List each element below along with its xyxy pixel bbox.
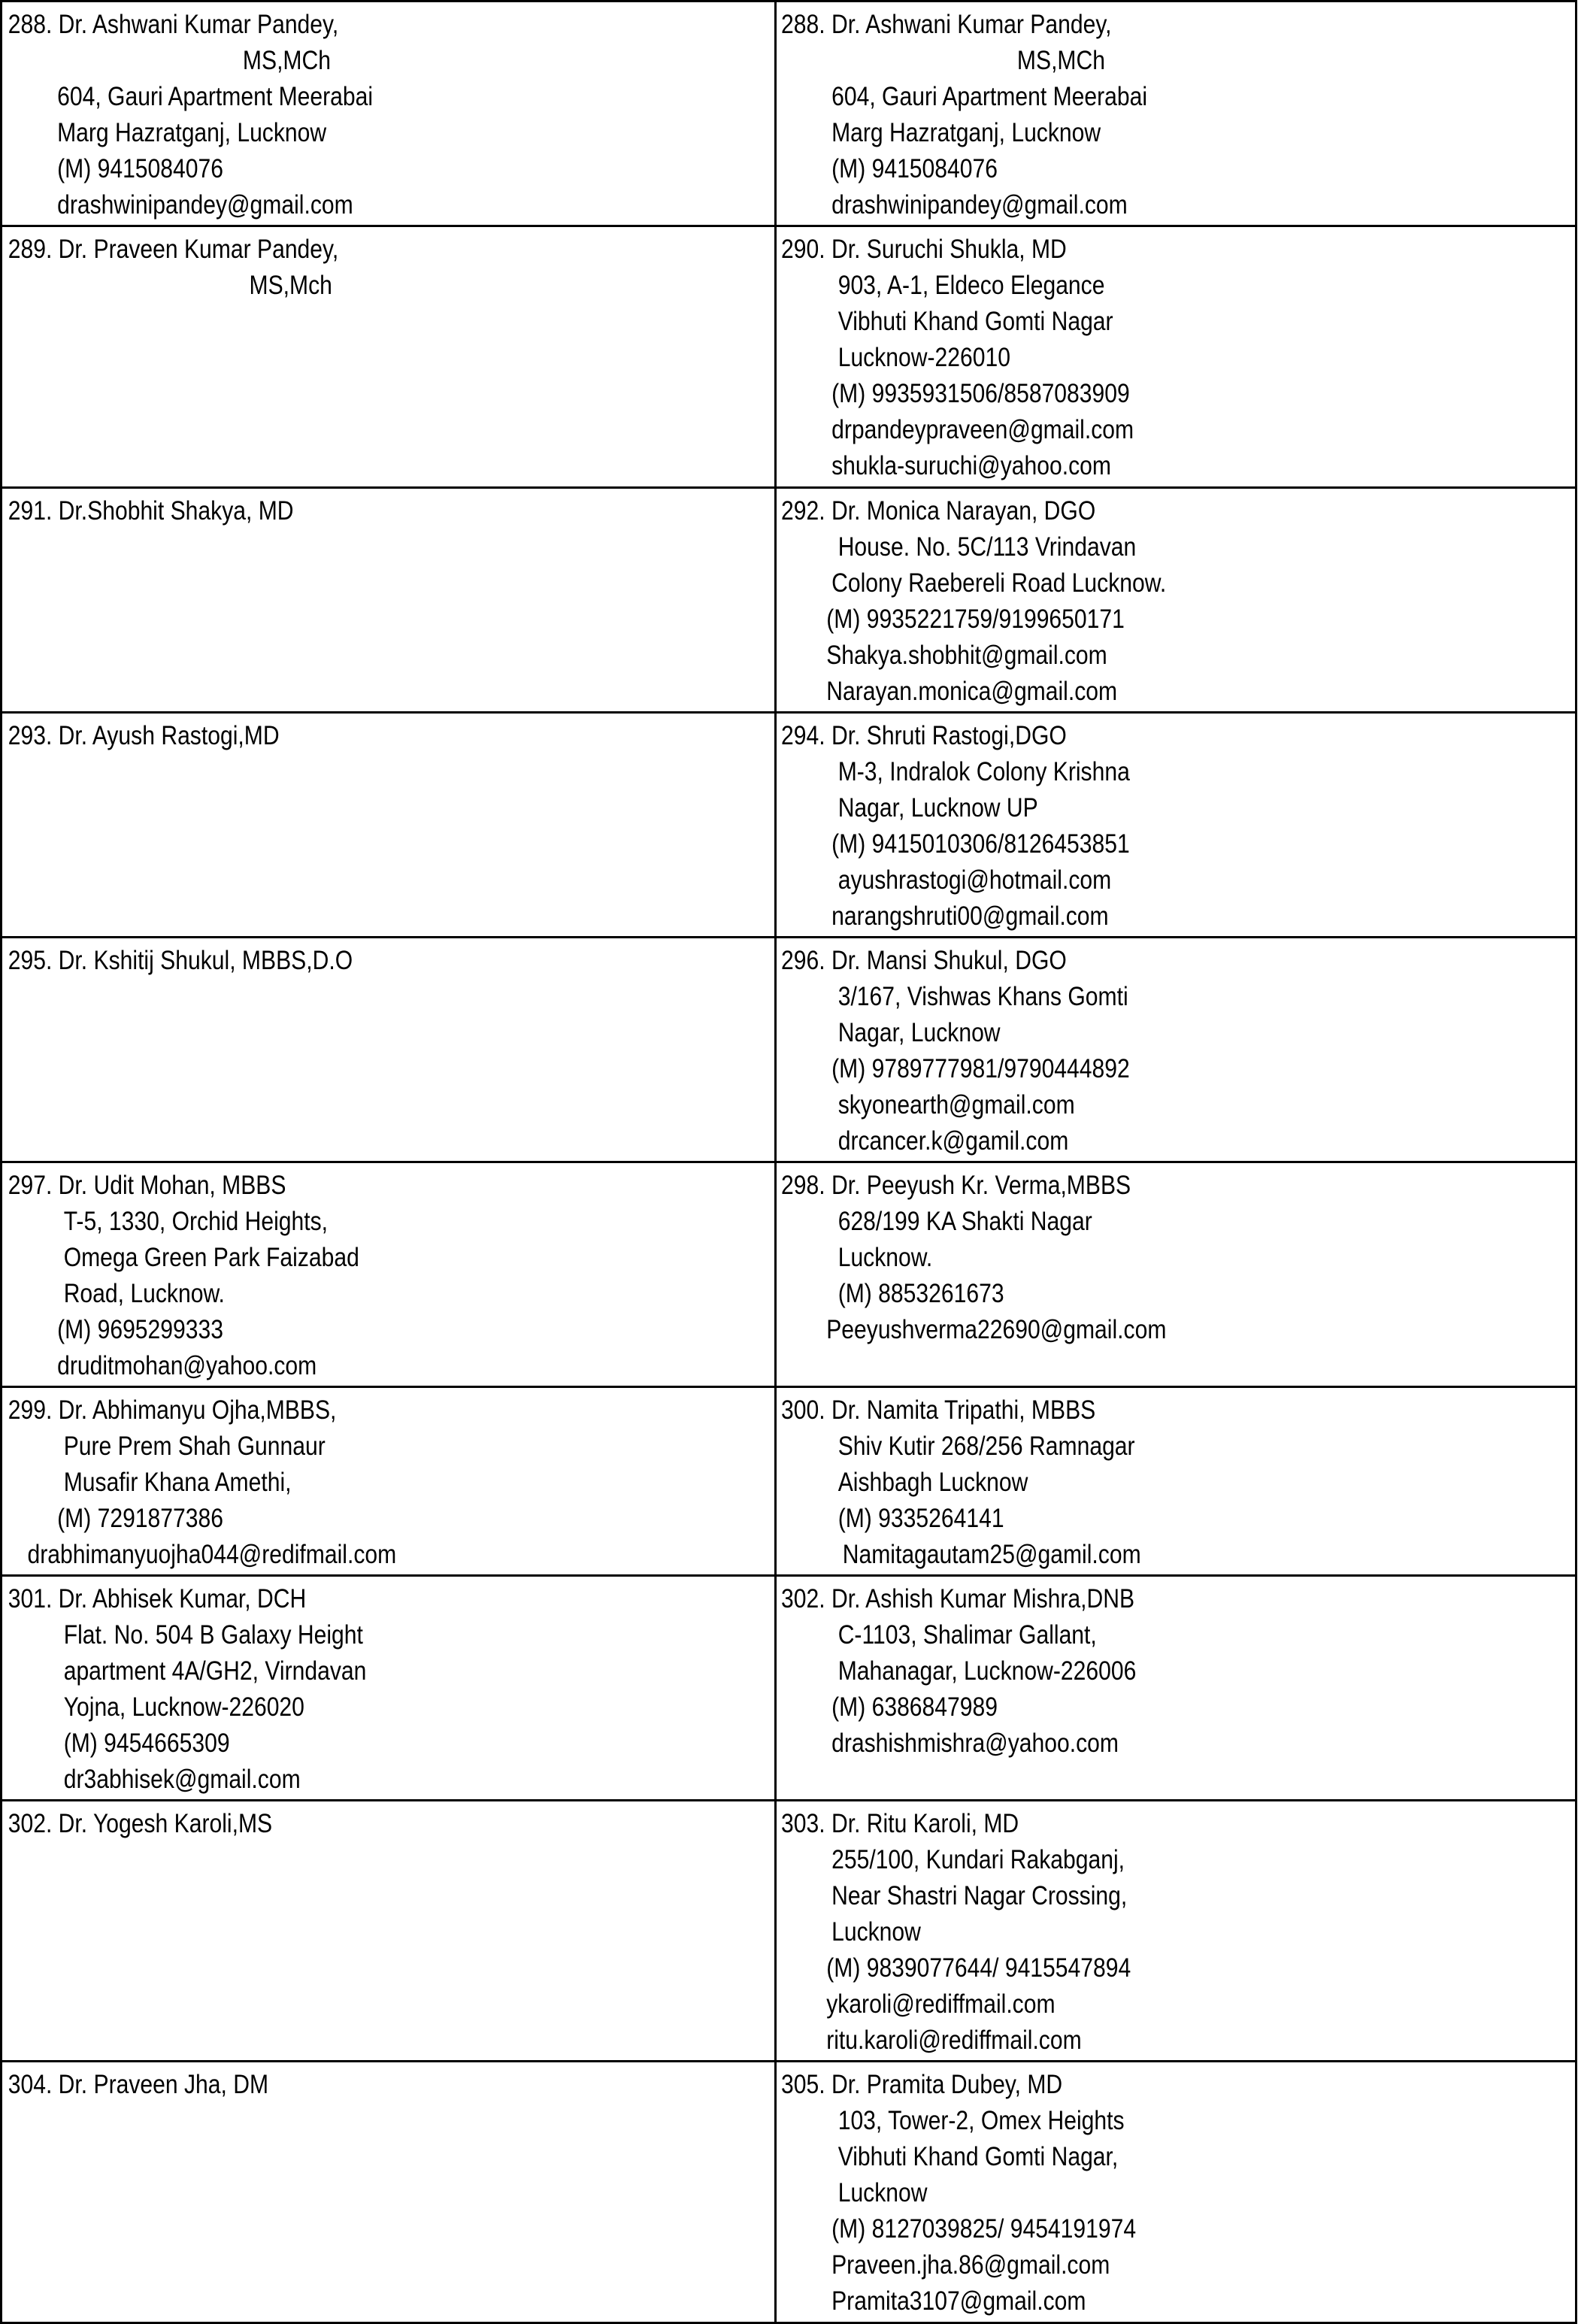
entry-detail-line: (M) 9415084076: [831, 154, 998, 183]
entry-block: [777, 1392, 1575, 1573]
entry-detail-line: (M) 9454665309: [63, 1728, 230, 1758]
entry-detail-line: Lucknow: [831, 1917, 921, 1947]
entry-cell-left: [2, 487, 776, 712]
entry-detail-line: Vibhuti Khand Gomti Nagar,: [837, 2142, 1119, 2172]
entry-cell-right: [776, 2, 1576, 226]
entry-detail-line: apartment 4A/GH2, Virndavan: [63, 1656, 367, 1686]
entry-name-line: 297. Dr. Udit Mohan, MBBS: [8, 1170, 286, 1200]
entry-detail-line: Road, Lucknow.: [63, 1278, 225, 1308]
entry-detail-line: 604, Gauri Apartment Meerabai: [831, 82, 1148, 111]
entry-block: [2, 2067, 774, 2103]
entry-detail-line: 604, Gauri Apartment Meerabai: [57, 82, 374, 111]
entry-detail-line: (M) 9789777981/9790444892: [831, 1053, 1130, 1083]
entry-block: [2, 7, 774, 223]
entry-block: [777, 232, 1575, 484]
entry-detail-line: 103, Tower-2, Omex Heights: [837, 2106, 1125, 2136]
entry-block: [2, 943, 774, 979]
entry-cell-left: [2, 2062, 776, 2323]
entry-cell-left: [2, 1387, 776, 1576]
table-row: [2, 1387, 1576, 1576]
entry-cell-left: [2, 1575, 776, 1800]
entry-detail-line: 255/100, Kundari Rakabganj,: [831, 1845, 1125, 1874]
entry-block: [777, 493, 1575, 710]
entry-cell-right: [776, 937, 1576, 1162]
entry-cell-left: [2, 2, 776, 226]
entry-name-line: 291. Dr.Shobhit Shakya, MD: [8, 495, 294, 526]
entry-detail-line: T-5, 1330, Orchid Heights,: [63, 1206, 329, 1236]
entry-block: [2, 1168, 774, 1384]
entry-detail-line: skyonearth@gmail.com: [837, 1089, 1075, 1120]
entry-detail-line: drabhimanyuojha044@redifmail.com: [27, 1540, 397, 1570]
entry-name-line: 298. Dr. Peeyush Kr. Verma,MBBS: [781, 1170, 1131, 1200]
entry-detail-line: Lucknow.: [837, 1242, 933, 1272]
entry-name-line: 294. Dr. Shruti Rastogi,DGO: [781, 720, 1067, 750]
entry-detail-line: Pure Prem Shah Gunnaur: [63, 1432, 326, 1462]
entry-cell-left: [2, 712, 776, 937]
entry-detail-line: ayushrastogi@hotmail.com: [837, 865, 1112, 895]
entry-cell-left: [2, 1801, 776, 2062]
entry-detail-line: ritu.karoli@rediffmail.com: [826, 2026, 1082, 2055]
entry-cell-right: [776, 712, 1576, 937]
entry-block: [777, 718, 1575, 935]
entry-cell-right: [776, 2062, 1576, 2323]
entry-block: [777, 1168, 1575, 1348]
entry-name-line: 288. Dr. Ashwani Kumar Pandey,: [781, 10, 1112, 39]
entry-detail-line: Flat. No. 504 B Galaxy Height: [63, 1620, 363, 1650]
table-row: [2, 712, 1576, 937]
entry-cell-left: [2, 1162, 776, 1386]
entry-name-line: 295. Dr. Kshitij Shukul, MBBS,D.O: [8, 945, 353, 975]
entry-detail-line: MS,Mch: [249, 271, 332, 301]
entry-block: [2, 493, 774, 529]
entry-block: [2, 718, 774, 754]
entry-detail-line: Praveen.jha.86@gmail.com: [831, 2250, 1110, 2280]
entry-detail-line: drashwinipandey@gmail.com: [57, 190, 353, 220]
entry-detail-line: 903, A-1, Eldeco Elegance: [837, 271, 1105, 301]
entry-block: [2, 1581, 774, 1798]
entry-block: [2, 1806, 774, 1842]
table-row: [2, 487, 1576, 712]
entry-detail-line: Mahanagar, Lucknow-226006: [837, 1656, 1137, 1686]
entry-detail-line: (M) 9415010306/8126453851: [831, 829, 1130, 859]
entry-detail-line: Vibhuti Khand Gomti Nagar: [837, 307, 1113, 337]
entry-block: [777, 1581, 1575, 1762]
entry-name-line: 299. Dr. Abhimanyu Ojha,MBBS,: [8, 1395, 337, 1426]
entry-detail-line: (M) 6386847989: [831, 1692, 998, 1722]
entry-detail-line: Peeyushverma22690@gmail.com: [826, 1314, 1167, 1344]
entry-name-line: 301. Dr. Abhisek Kumar, DCH: [8, 1583, 307, 1613]
entry-detail-line: Lucknow-226010: [837, 343, 1010, 373]
entry-detail-line: 628/199 KA Shakti Nagar: [837, 1206, 1092, 1236]
entry-detail-line: Shakya.shobhit@gmail.com: [826, 640, 1107, 670]
entry-detail-line: (M) 9935221759/9199650171: [826, 604, 1125, 634]
entry-detail-line: MS,MCh: [242, 46, 331, 75]
entry-detail-line: drpandeypraveen@gmail.com: [831, 415, 1134, 445]
entry-detail-line: MS,MCh: [1016, 46, 1105, 75]
entry-detail-line: dr3abhisek@gmail.com: [63, 1764, 301, 1794]
entry-detail-line: Musafir Khana Amethi,: [63, 1468, 292, 1498]
entry-detail-line: Marg Hazratganj, Lucknow: [831, 118, 1101, 147]
entry-detail-line: (M) 9695299333: [57, 1314, 223, 1344]
entry-detail-line: (M) 9839077644/ 9415547894: [826, 1953, 1131, 1983]
entry-name-line: 290. Dr. Suruchi Shukla, MD: [781, 235, 1067, 265]
entry-detail-line: M-3, Indralok Colony Krishna: [837, 756, 1130, 786]
entry-detail-line: Lucknow: [837, 2178, 928, 2208]
entry-cell-right: [776, 1162, 1576, 1386]
entry-detail-line: Nagar, Lucknow: [837, 1017, 1001, 1047]
entry-detail-line: Omega Green Park Faizabad: [63, 1242, 359, 1272]
entry-detail-line: drcancer.k@gamil.com: [837, 1126, 1069, 1156]
entry-detail-line: C-1103, Shalimar Gallant,: [837, 1620, 1097, 1650]
entry-detail-line: narangshruti00@gmail.com: [831, 901, 1109, 931]
entry-name-line: 293. Dr. Ayush Rastogi,MD: [8, 720, 280, 750]
entry-cell-right: [776, 226, 1576, 487]
entry-cell-right: [776, 487, 1576, 712]
entry-name-line: 302. Dr. Yogesh Karoli,MS: [8, 1809, 273, 1838]
table-row: [2, 1162, 1576, 1386]
entry-detail-line: House. No. 5C/113 Vrindavan: [837, 532, 1137, 562]
table-row: [2, 226, 1576, 487]
table-row: [2, 937, 1576, 1162]
entry-detail-line: Pramita3107@gmail.com: [831, 2286, 1086, 2316]
entry-cell-left: [2, 226, 776, 487]
entry-detail-line: drashwinipandey@gmail.com: [831, 190, 1128, 220]
entry-detail-line: ykaroli@rediffmail.com: [826, 1989, 1056, 2019]
entry-detail-line: (M) 9335264141: [837, 1504, 1004, 1534]
entry-name-line: 304. Dr. Praveen Jha, DM: [8, 2070, 269, 2100]
entry-name-line: 302. Dr. Ashish Kumar Mishra,DNB: [781, 1583, 1135, 1613]
entry-name-line: 296. Dr. Mansi Shukul, DGO: [781, 945, 1067, 975]
entry-name-line: 300. Dr. Namita Tripathi, MBBS: [781, 1395, 1096, 1426]
entry-block: [777, 2067, 1575, 2319]
entry-detail-line: Narayan.monica@gmail.com: [826, 676, 1118, 706]
entry-cell-right: [776, 1575, 1576, 1800]
entry-name-line: 303. Dr. Ritu Karoli, MD: [781, 1809, 1019, 1838]
entry-detail-line: 3/167, Vishwas Khans Gomti: [837, 981, 1128, 1011]
table-row: [2, 1801, 1576, 2062]
entry-detail-line: shukla-suruchi@yahoo.com: [831, 451, 1111, 481]
entry-detail-line: (M) 8127039825/ 9454191974: [831, 2214, 1137, 2244]
entry-detail-line: Near Shastri Nagar Crossing,: [831, 1881, 1128, 1910]
entry-detail-line: (M) 7291877386: [57, 1504, 223, 1534]
table-row: [2, 1575, 1576, 1800]
table-row: [2, 2, 1576, 226]
entry-cell-left: [2, 937, 776, 1162]
entry-detail-line: drashishmishra@yahoo.com: [831, 1728, 1119, 1758]
table-row: [2, 2062, 1576, 2323]
entry-detail-line: Yojna, Lucknow-226020: [63, 1692, 304, 1722]
entry-detail-line: Aishbagh Lucknow: [837, 1468, 1028, 1498]
entry-detail-line: druditmohan@yahoo.com: [57, 1350, 317, 1380]
entry-name-line: 288. Dr. Ashwani Kumar Pandey,: [8, 10, 339, 39]
entry-detail-line: (M) 8853261673: [837, 1278, 1004, 1308]
entry-detail-line: (M) 9415084076: [57, 154, 223, 183]
entry-detail-line: Shiv Kutir 268/256 Ramnagar: [837, 1432, 1135, 1462]
entry-detail-line: Colony Raebereli Road Lucknow.: [831, 568, 1167, 598]
entry-block: [2, 232, 774, 304]
entry-name-line: 289. Dr. Praveen Kumar Pandey,: [8, 235, 339, 265]
entry-name-line: 292. Dr. Monica Narayan, DGO: [781, 495, 1096, 526]
entry-cell-right: [776, 1801, 1576, 2062]
entry-detail-line: Marg Hazratganj, Lucknow: [57, 118, 327, 147]
entry-detail-line: Namitagautam25@gamil.com: [842, 1540, 1141, 1570]
entry-block: [777, 1806, 1575, 2059]
entry-detail-line: Nagar, Lucknow UP: [837, 792, 1038, 823]
entry-block: [777, 7, 1575, 223]
entry-cell-right: [776, 1387, 1576, 1576]
entry-block: [777, 943, 1575, 1159]
entry-block: [2, 1392, 774, 1573]
entry-name-line: 305. Dr. Pramita Dubey, MD: [781, 2070, 1063, 2100]
entry-detail-line: (M) 9935931506/8587083909: [831, 379, 1130, 409]
